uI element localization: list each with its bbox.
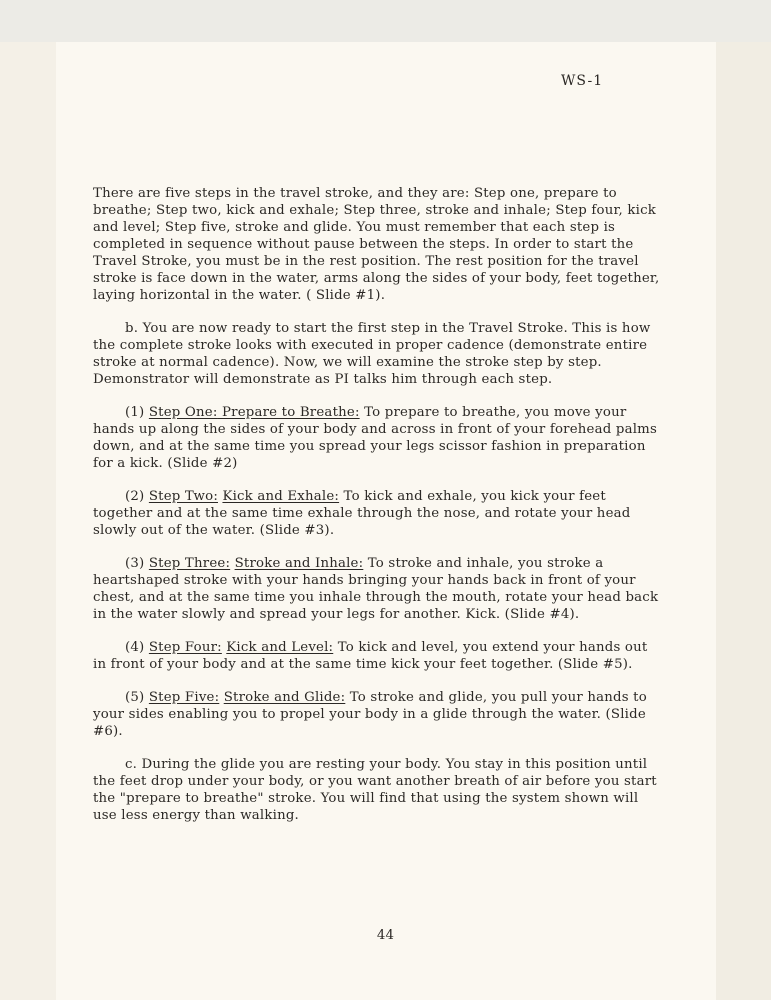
paragraph-c: c. During the glide you are resting your body. You stay in this position until the feet drop under your body, or you want another breath of air before you start the "prepare to breathe" stroke. You will find that using the system shown will use less energy than walking. — [93, 757, 657, 823]
step-text: To prepare to breathe, you move your hands up along the sides of your body and across in front of your forehead palms down, and at the same time you spread your legs scissor fashion in preparation for a kick. (Slide #2) — [93, 405, 657, 471]
step-number: (2) — [125, 489, 145, 504]
step-3 — [93, 555, 665, 623]
step-5 — [93, 689, 665, 740]
step-title: Kick and Level: — [226, 640, 334, 655]
header-code: WS-1 — [561, 73, 604, 89]
step-label: Step Two: — [148, 489, 218, 504]
body-text — [93, 185, 665, 840]
step-text: To kick and exhale, you kick your feet together and at the same time exhale through the nose, and rotate your head slowly out of the water. (Slide #3). — [93, 489, 631, 538]
step-label: Step One: Prepare to Breathe: — [148, 405, 360, 420]
step-2 — [93, 488, 665, 539]
step-number: (1) — [125, 405, 145, 420]
step-1 — [93, 404, 665, 472]
step-4 — [93, 639, 665, 673]
step-label: Step Five: — [148, 690, 220, 705]
step-title: Kick and Exhale: — [222, 489, 340, 504]
scan-right-margin — [716, 42, 771, 1000]
scan-top-strip — [0, 0, 771, 42]
step-label: Step Four: — [148, 640, 222, 655]
step-text: To kick and level, you extend your hands out in front of your body and at the same time kick your feet together. (Slide #5). — [93, 640, 648, 672]
step-title: Stroke and Inhale: — [234, 556, 364, 571]
step-title: Stroke and Glide: — [223, 690, 346, 705]
step-number: (3) — [125, 556, 145, 571]
step-text: To stroke and glide, you pull your hands to your sides enabling you to propel your body in a glide through the water. (Slide #6). — [93, 690, 647, 739]
page-number: 44 — [376, 928, 395, 943]
step-number: (4) — [125, 640, 145, 655]
paragraph-b: b. You are now ready to start the first step in the Travel Stroke. This is how the complete stroke looks with executed in proper cadence (demonstrate entire stroke at normal cadence). Now, we will examine the stroke step by step. Demonstrator will demonstrate as PI talks him through each step. — [93, 321, 651, 387]
step-label: Step Three: — [148, 556, 231, 571]
step-text: To stroke and inhale, you stroke a heartshaped stroke with your hands bringing your hands back in front of your chest, and at the same time you inhale through the mouth, rotate your head back in the water slowly and spread your legs for another. Kick. (Slide #4). — [93, 556, 659, 622]
step-number: (5) — [125, 690, 145, 705]
intro-paragraph: There are five steps in the travel stroke, and they are: Step one, prepare to breathe; Step two, kick and exhale; Step three, stroke and inhale; Step four, kick and level; Step five, stroke and glide. You must remember that each step is completed in sequence without pause between the steps. In order to start the Travel Stroke, you must be in the rest position. The rest position for the travel stroke is face down in the water, arms along the sides of your body, feet together, laying horizontal in the water. ( Slide #1). — [93, 186, 660, 303]
